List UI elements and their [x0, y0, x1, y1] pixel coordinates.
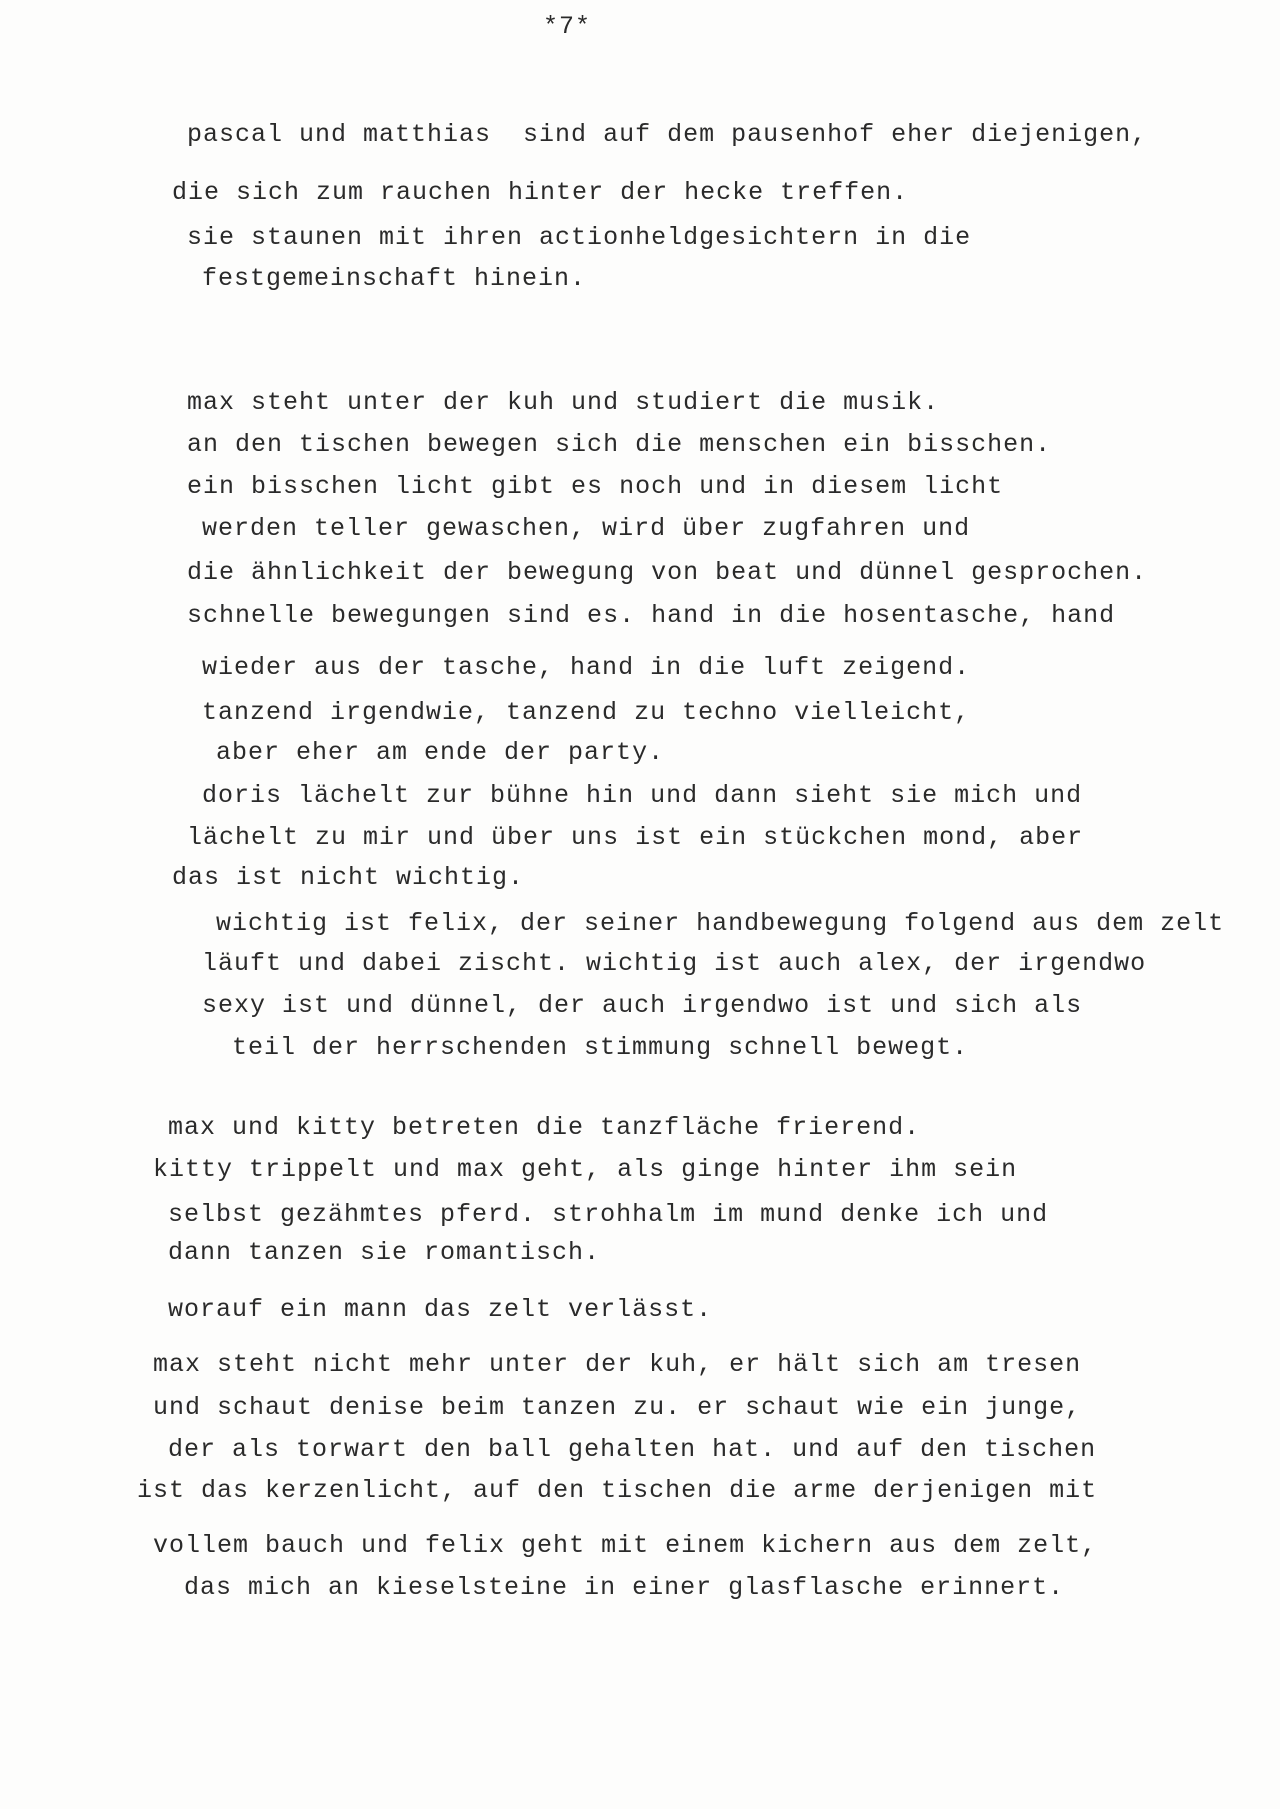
text-line: sexy ist und dünnel, der auch irgendwo ist und sich als [202, 991, 1083, 1020]
text-line: max steht nicht mehr unter der kuh, er hält sich am tresen [153, 1350, 1082, 1379]
text-line: und schaut denise beim tanzen zu. er schaut wie ein junge, [153, 1393, 1082, 1422]
text-line: läuft und dabei zischt. wichtig ist auch alex, der irgendwo [202, 949, 1147, 978]
text-line: max steht unter der kuh und studiert die musik. [187, 388, 940, 417]
text-line: kitty trippelt und max geht, als ginge hinter ihm sein [153, 1155, 1018, 1184]
text-line: an den tischen bewegen sich die menschen ein bisschen. [187, 430, 1052, 459]
text-line: werden teller gewaschen, wird über zugfahren und [202, 514, 971, 543]
text-line: teil der herrschenden stimmung schnell bewegt. [232, 1033, 969, 1062]
text-line: schnelle bewegungen sind es. hand in die hosentasche, hand [187, 601, 1116, 630]
text-line: vollem bauch und felix geht mit einem kichern aus dem zelt, [153, 1531, 1098, 1560]
text-line: sie staunen mit ihren actionheldgesichtern in die [187, 223, 972, 252]
text-line: das ist nicht wichtig. [172, 863, 525, 892]
text-line: selbst gezähmtes pferd. strohhalm im mund denke ich und [168, 1200, 1049, 1229]
text-line: dann tanzen sie romantisch. [168, 1238, 601, 1267]
text-line: wieder aus der tasche, hand in die luft zeigend. [202, 653, 971, 682]
text-line: ein bisschen licht gibt es noch und in diesem licht [187, 472, 1004, 501]
text-line: worauf ein mann das zelt verlässt. [168, 1295, 713, 1324]
text-line: die ähnlichkeit der bewegung von beat und dünnel gesprochen. [187, 558, 1148, 587]
text-line: lächelt zu mir und über uns ist ein stückchen mond, aber [187, 823, 1084, 852]
text-line: die sich zum rauchen hinter der hecke treffen. [172, 178, 909, 207]
text-line: doris lächelt zur bühne hin und dann sieht sie mich und [202, 781, 1083, 810]
text-line: max und kitty betreten die tanzfläche frierend. [168, 1113, 921, 1142]
text-line: aber eher am ende der party. [216, 738, 665, 767]
text-line: der als torwart den ball gehalten hat. und auf den tischen [168, 1435, 1097, 1464]
text-line: pascal und matthias sind auf dem pausenhof eher diejenigen, [187, 120, 1148, 149]
text-line: das mich an kieselsteine in einer glasflasche erinnert. [184, 1573, 1065, 1602]
text-line: ist das kerzenlicht, auf den tischen die arme derjenigen mit [137, 1476, 1098, 1505]
page-number: *7* [543, 12, 592, 41]
text-line: festgemeinschaft hinein. [202, 264, 587, 293]
text-line: tanzend irgendwie, tanzend zu techno vielleicht, [202, 698, 971, 727]
text-line: wichtig ist felix, der seiner handbewegung folgend aus dem zelt [216, 909, 1225, 938]
